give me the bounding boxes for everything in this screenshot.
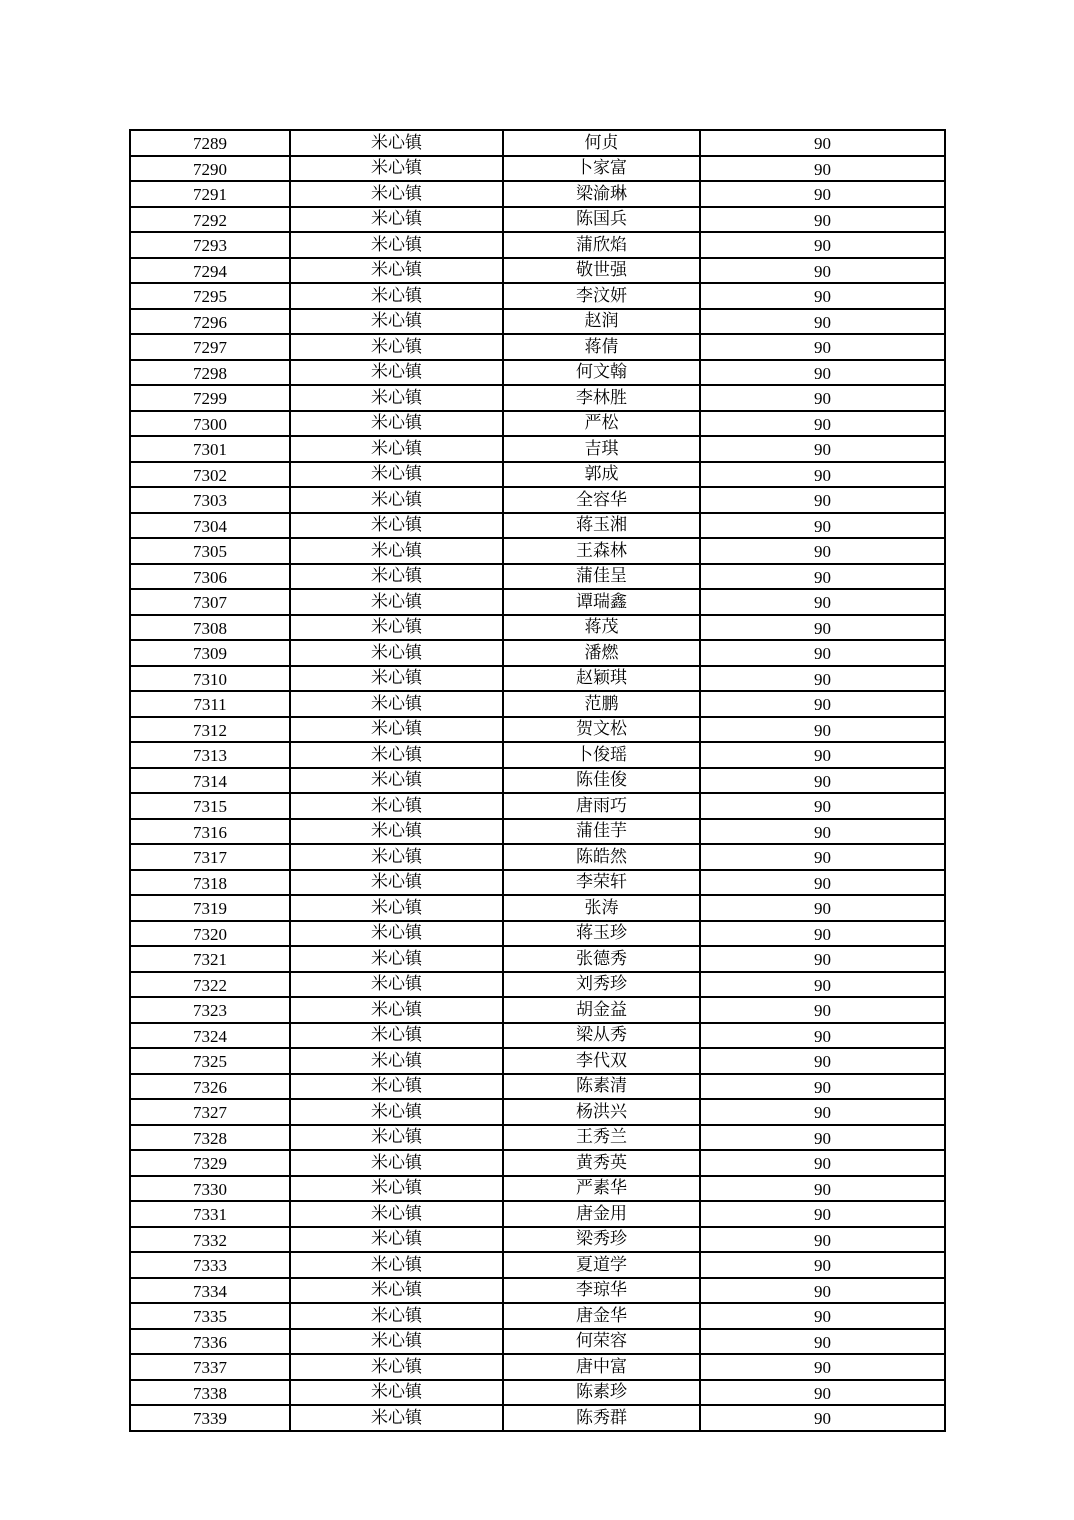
- table-row: [130, 181, 945, 207]
- table-row: [130, 640, 945, 666]
- serial-number-cell: 7305: [130, 538, 290, 564]
- person-name-cell: 何文翰: [503, 360, 700, 386]
- serial-number-cell: 7320: [130, 921, 290, 947]
- score-cell: 90: [700, 207, 945, 233]
- person-name-cell: 赵颖琪: [503, 666, 700, 692]
- score-cell: 90: [700, 895, 945, 921]
- table-row: [130, 309, 945, 335]
- serial-number-cell: 7292: [130, 207, 290, 233]
- serial-number-cell: 7315: [130, 793, 290, 819]
- person-name-cell: 陈素清: [503, 1074, 700, 1100]
- person-name-cell: 刘秀珍: [503, 972, 700, 998]
- table-row: [130, 436, 945, 462]
- table-row: [130, 334, 945, 360]
- town-cell: 米心镇: [290, 844, 503, 870]
- person-name-cell: 李林胜: [503, 385, 700, 411]
- table-row: [130, 283, 945, 309]
- town-cell: 米心镇: [290, 819, 503, 845]
- person-name-cell: 吉琪: [503, 436, 700, 462]
- table-row: [130, 462, 945, 488]
- serial-number-cell: 7290: [130, 156, 290, 182]
- person-name-cell: 敬世强: [503, 258, 700, 284]
- person-name-cell: 严素华: [503, 1176, 700, 1202]
- town-cell: 米心镇: [290, 615, 503, 641]
- table-row: [130, 972, 945, 998]
- serial-number-cell: 7308: [130, 615, 290, 641]
- person-name-cell: 张德秀: [503, 946, 700, 972]
- score-cell: 90: [700, 232, 945, 258]
- table-row: [130, 615, 945, 641]
- person-name-cell: 蒋玉湘: [503, 513, 700, 539]
- town-cell: 米心镇: [290, 1354, 503, 1380]
- score-cell: 90: [700, 666, 945, 692]
- town-cell: 米心镇: [290, 589, 503, 615]
- serial-number-cell: 7327: [130, 1099, 290, 1125]
- town-cell: 米心镇: [290, 742, 503, 768]
- serial-number-cell: 7326: [130, 1074, 290, 1100]
- serial-number-cell: 7295: [130, 283, 290, 309]
- person-name-cell: 全容华: [503, 487, 700, 513]
- score-cell: 90: [700, 385, 945, 411]
- serial-number-cell: 7329: [130, 1150, 290, 1176]
- score-cell: 90: [700, 283, 945, 309]
- town-cell: 米心镇: [290, 258, 503, 284]
- town-cell: 米心镇: [290, 207, 503, 233]
- serial-number-cell: 7312: [130, 717, 290, 743]
- person-name-cell: 何贞: [503, 130, 700, 156]
- table-body: [130, 130, 945, 1431]
- person-name-cell: 潘燃: [503, 640, 700, 666]
- person-name-cell: 陈佳俊: [503, 768, 700, 794]
- town-cell: 米心镇: [290, 1099, 503, 1125]
- table-row: [130, 1048, 945, 1074]
- score-cell: 90: [700, 946, 945, 972]
- table-row: [130, 130, 945, 156]
- score-cell: 90: [700, 1201, 945, 1227]
- score-cell: 90: [700, 870, 945, 896]
- serial-number-cell: 7337: [130, 1354, 290, 1380]
- score-cell: 90: [700, 538, 945, 564]
- table-row: [130, 997, 945, 1023]
- serial-number-cell: 7311: [130, 691, 290, 717]
- person-name-cell: 严松: [503, 411, 700, 437]
- score-cell: 90: [700, 844, 945, 870]
- score-cell: 90: [700, 1380, 945, 1406]
- serial-number-cell: 7289: [130, 130, 290, 156]
- serial-number-cell: 7339: [130, 1405, 290, 1431]
- town-cell: 米心镇: [290, 1329, 503, 1355]
- serial-number-cell: 7313: [130, 742, 290, 768]
- person-name-cell: 唐雨巧: [503, 793, 700, 819]
- person-name-cell: 蒲欣焰: [503, 232, 700, 258]
- table-row: [130, 258, 945, 284]
- person-name-cell: 卜家富: [503, 156, 700, 182]
- table-row: [130, 793, 945, 819]
- score-cell: 90: [700, 334, 945, 360]
- table-row: [130, 564, 945, 590]
- score-cell: 90: [700, 921, 945, 947]
- serial-number-cell: 7323: [130, 997, 290, 1023]
- score-cell: 90: [700, 742, 945, 768]
- person-name-cell: 陈国兵: [503, 207, 700, 233]
- score-cell: 90: [700, 1150, 945, 1176]
- town-cell: 米心镇: [290, 1303, 503, 1329]
- town-cell: 米心镇: [290, 538, 503, 564]
- table-row: [130, 1380, 945, 1406]
- serial-number-cell: 7324: [130, 1023, 290, 1049]
- person-name-cell: 唐金用: [503, 1201, 700, 1227]
- town-cell: 米心镇: [290, 1252, 503, 1278]
- table-row: [130, 1278, 945, 1304]
- table-row: [130, 742, 945, 768]
- table-row: [130, 1150, 945, 1176]
- serial-number-cell: 7296: [130, 309, 290, 335]
- person-name-cell: 蒋茂: [503, 615, 700, 641]
- serial-number-cell: 7299: [130, 385, 290, 411]
- score-cell: 90: [700, 411, 945, 437]
- person-name-cell: 胡金益: [503, 997, 700, 1023]
- person-name-cell: 杨洪兴: [503, 1099, 700, 1125]
- person-name-cell: 唐中富: [503, 1354, 700, 1380]
- table-row: [130, 538, 945, 564]
- table-row: [130, 691, 945, 717]
- person-name-cell: 蒲佳呈: [503, 564, 700, 590]
- score-cell: 90: [700, 513, 945, 539]
- town-cell: 米心镇: [290, 946, 503, 972]
- town-cell: 米心镇: [290, 360, 503, 386]
- person-name-cell: 陈秀群: [503, 1405, 700, 1431]
- table-row: [130, 1303, 945, 1329]
- score-cell: 90: [700, 258, 945, 284]
- town-cell: 米心镇: [290, 462, 503, 488]
- serial-number-cell: 7332: [130, 1227, 290, 1253]
- town-cell: 米心镇: [290, 768, 503, 794]
- serial-number-cell: 7302: [130, 462, 290, 488]
- town-cell: 米心镇: [290, 283, 503, 309]
- table-row: [130, 487, 945, 513]
- town-cell: 米心镇: [290, 436, 503, 462]
- score-cell: 90: [700, 309, 945, 335]
- score-cell: 90: [700, 360, 945, 386]
- town-cell: 米心镇: [290, 1278, 503, 1304]
- serial-number-cell: 7331: [130, 1201, 290, 1227]
- person-name-cell: 王森林: [503, 538, 700, 564]
- town-cell: 米心镇: [290, 1074, 503, 1100]
- person-name-cell: 赵润: [503, 309, 700, 335]
- person-name-cell: 蒋倩: [503, 334, 700, 360]
- score-cell: 90: [700, 564, 945, 590]
- town-cell: 米心镇: [290, 1176, 503, 1202]
- score-cell: 90: [700, 1329, 945, 1355]
- person-name-cell: 李琼华: [503, 1278, 700, 1304]
- score-cell: 90: [700, 589, 945, 615]
- table-row: [130, 232, 945, 258]
- data-table: [129, 129, 946, 1432]
- score-cell: 90: [700, 615, 945, 641]
- town-cell: 米心镇: [290, 130, 503, 156]
- person-name-cell: 张涛: [503, 895, 700, 921]
- town-cell: 米心镇: [290, 717, 503, 743]
- score-cell: 90: [700, 1405, 945, 1431]
- person-name-cell: 贺文松: [503, 717, 700, 743]
- town-cell: 米心镇: [290, 309, 503, 335]
- town-cell: 米心镇: [290, 487, 503, 513]
- score-cell: 90: [700, 181, 945, 207]
- score-cell: 90: [700, 1125, 945, 1151]
- serial-number-cell: 7317: [130, 844, 290, 870]
- table-row: [130, 411, 945, 437]
- town-cell: 米心镇: [290, 666, 503, 692]
- serial-number-cell: 7321: [130, 946, 290, 972]
- town-cell: 米心镇: [290, 232, 503, 258]
- serial-number-cell: 7335: [130, 1303, 290, 1329]
- score-cell: 90: [700, 997, 945, 1023]
- score-cell: 90: [700, 1303, 945, 1329]
- serial-number-cell: 7294: [130, 258, 290, 284]
- score-cell: 90: [700, 793, 945, 819]
- table-row: [130, 1023, 945, 1049]
- town-cell: 米心镇: [290, 411, 503, 437]
- town-cell: 米心镇: [290, 972, 503, 998]
- table-row: [130, 1354, 945, 1380]
- table-row: [130, 513, 945, 539]
- score-cell: 90: [700, 717, 945, 743]
- table-row: [130, 1176, 945, 1202]
- table-row: [130, 844, 945, 870]
- table-row: [130, 666, 945, 692]
- person-name-cell: 梁从秀: [503, 1023, 700, 1049]
- person-name-cell: 郭成: [503, 462, 700, 488]
- person-name-cell: 李代双: [503, 1048, 700, 1074]
- town-cell: 米心镇: [290, 1048, 503, 1074]
- serial-number-cell: 7304: [130, 513, 290, 539]
- serial-number-cell: 7309: [130, 640, 290, 666]
- score-cell: 90: [700, 972, 945, 998]
- person-name-cell: 黄秀英: [503, 1150, 700, 1176]
- score-cell: 90: [700, 691, 945, 717]
- town-cell: 米心镇: [290, 181, 503, 207]
- serial-number-cell: 7328: [130, 1125, 290, 1151]
- serial-number-cell: 7307: [130, 589, 290, 615]
- serial-number-cell: 7338: [130, 1380, 290, 1406]
- serial-number-cell: 7300: [130, 411, 290, 437]
- town-cell: 米心镇: [290, 513, 503, 539]
- town-cell: 米心镇: [290, 997, 503, 1023]
- town-cell: 米心镇: [290, 870, 503, 896]
- table-row: [130, 589, 945, 615]
- table-row: [130, 870, 945, 896]
- table-row: [130, 1405, 945, 1431]
- score-cell: 90: [700, 487, 945, 513]
- serial-number-cell: 7330: [130, 1176, 290, 1202]
- table-row: [130, 1074, 945, 1100]
- serial-number-cell: 7334: [130, 1278, 290, 1304]
- serial-number-cell: 7314: [130, 768, 290, 794]
- serial-number-cell: 7336: [130, 1329, 290, 1355]
- score-cell: 90: [700, 1227, 945, 1253]
- serial-number-cell: 7322: [130, 972, 290, 998]
- table-row: [130, 156, 945, 182]
- score-cell: 90: [700, 1074, 945, 1100]
- town-cell: 米心镇: [290, 1405, 503, 1431]
- score-cell: 90: [700, 1048, 945, 1074]
- table-row: [130, 946, 945, 972]
- serial-number-cell: 7333: [130, 1252, 290, 1278]
- person-name-cell: 王秀兰: [503, 1125, 700, 1151]
- serial-number-cell: 7306: [130, 564, 290, 590]
- table-row: [130, 207, 945, 233]
- town-cell: 米心镇: [290, 1227, 503, 1253]
- person-name-cell: 夏道学: [503, 1252, 700, 1278]
- serial-number-cell: 7297: [130, 334, 290, 360]
- table-row: [130, 385, 945, 411]
- score-cell: 90: [700, 1176, 945, 1202]
- town-cell: 米心镇: [290, 1150, 503, 1176]
- serial-number-cell: 7316: [130, 819, 290, 845]
- table-row: [130, 1125, 945, 1151]
- score-cell: 90: [700, 768, 945, 794]
- person-name-cell: 李汶妍: [503, 283, 700, 309]
- table-row: [130, 768, 945, 794]
- table-row: [130, 1227, 945, 1253]
- score-cell: 90: [700, 436, 945, 462]
- table-row: [130, 360, 945, 386]
- person-name-cell: 卜俊瑶: [503, 742, 700, 768]
- town-cell: 米心镇: [290, 921, 503, 947]
- serial-number-cell: 7301: [130, 436, 290, 462]
- person-name-cell: 何荣容: [503, 1329, 700, 1355]
- serial-number-cell: 7319: [130, 895, 290, 921]
- person-name-cell: 谭瑞鑫: [503, 589, 700, 615]
- table-row: [130, 819, 945, 845]
- town-cell: 米心镇: [290, 691, 503, 717]
- serial-number-cell: 7310: [130, 666, 290, 692]
- town-cell: 米心镇: [290, 564, 503, 590]
- score-cell: 90: [700, 1252, 945, 1278]
- town-cell: 米心镇: [290, 1201, 503, 1227]
- town-cell: 米心镇: [290, 640, 503, 666]
- person-name-cell: 陈皓然: [503, 844, 700, 870]
- table-row: [130, 1201, 945, 1227]
- table-row: [130, 717, 945, 743]
- town-cell: 米心镇: [290, 1125, 503, 1151]
- person-name-cell: 陈素珍: [503, 1380, 700, 1406]
- town-cell: 米心镇: [290, 895, 503, 921]
- town-cell: 米心镇: [290, 793, 503, 819]
- serial-number-cell: 7298: [130, 360, 290, 386]
- score-cell: 90: [700, 1354, 945, 1380]
- town-cell: 米心镇: [290, 334, 503, 360]
- person-name-cell: 蒲佳芋: [503, 819, 700, 845]
- person-name-cell: 唐金华: [503, 1303, 700, 1329]
- person-name-cell: 蒋玉珍: [503, 921, 700, 947]
- table-row: [130, 1252, 945, 1278]
- town-cell: 米心镇: [290, 156, 503, 182]
- town-cell: 米心镇: [290, 385, 503, 411]
- score-cell: 90: [700, 130, 945, 156]
- serial-number-cell: 7318: [130, 870, 290, 896]
- serial-number-cell: 7293: [130, 232, 290, 258]
- score-cell: 90: [700, 1023, 945, 1049]
- person-name-cell: 范鹏: [503, 691, 700, 717]
- serial-number-cell: 7325: [130, 1048, 290, 1074]
- person-name-cell: 梁秀珍: [503, 1227, 700, 1253]
- town-cell: 米心镇: [290, 1380, 503, 1406]
- score-cell: 90: [700, 640, 945, 666]
- table-row: [130, 1329, 945, 1355]
- table-row: [130, 921, 945, 947]
- table-row: [130, 1099, 945, 1125]
- serial-number-cell: 7303: [130, 487, 290, 513]
- score-cell: 90: [700, 462, 945, 488]
- serial-number-cell: 7291: [130, 181, 290, 207]
- person-name-cell: 李荣轩: [503, 870, 700, 896]
- town-cell: 米心镇: [290, 1023, 503, 1049]
- person-name-cell: 梁渝琳: [503, 181, 700, 207]
- score-cell: 90: [700, 819, 945, 845]
- score-cell: 90: [700, 1099, 945, 1125]
- score-cell: 90: [700, 1278, 945, 1304]
- table-row: [130, 895, 945, 921]
- score-cell: 90: [700, 156, 945, 182]
